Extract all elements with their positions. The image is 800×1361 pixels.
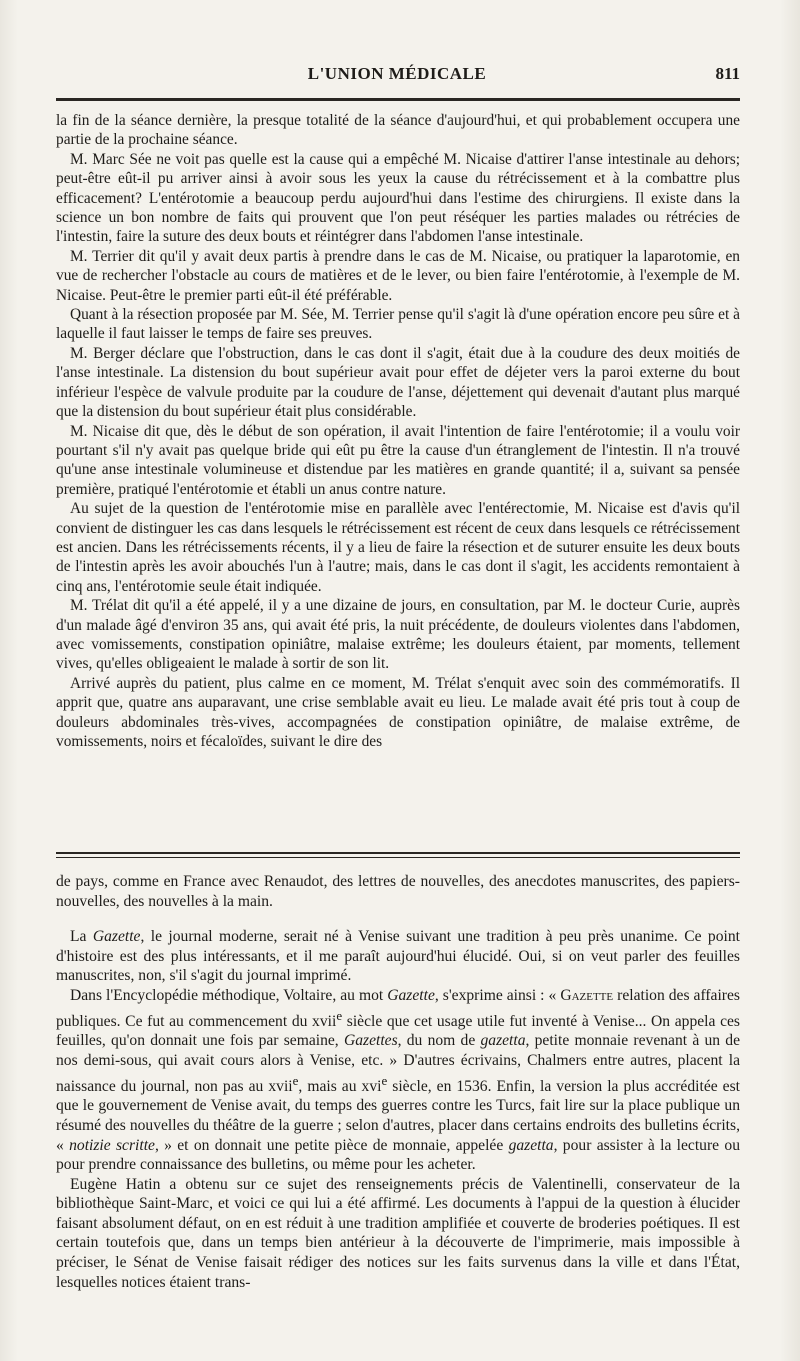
feuilleton-paragraph [56,986,740,1175]
text-run: relation des affaires publiques. Ce fut au commencement du xvii [56,986,740,1030]
page-number: 811 [715,64,740,83]
article-paragraph: M. Berger déclare que l'obstruction, dans le cas dont il s'agit, était due à la coudure des deux moitiés de l'anse intestinale. La distension du bout supérieur avait pour effet de déjeter vers la paroi externe du bout inférieur l'espèce de valvule produite par la coudure de l'anse, déjettement qui devenait d'autant plus marqué que la distension du bout supérieur était plus considérable. [56,344,740,421]
article-paragraph: Au sujet de la question de l'entérotomie mise en parallèle avec l'entérectomie, M. Nicaise est d'avis qu'il convient de distinguer les cas dans lesquels le rétrécissement est récent de ceux dans lesquels ce rétrécissement est ancien. Dans les rétrécissements récents, il y a lieu de faire la résection et de suturer ensuite les deux bouts de l'intestin après les avoir abouchés l'un à l'autre; mais, dans le cas dont il s'agit, les accidents remontaient à cinq ans, l'entérotomie seule était indiquée. [56,500,740,595]
article-paragraph: M. Nicaise dit que, dès le début de son opération, il avait l'intention de faire l'entérotomie; il a voulu voir pourtant s'il n'y avait pas quelque bride qui eût pu être la cause d'un étranglement de l'intestin. Il n'a trouvé qu'une anse intestinale volumineuse et distendue par les matières en grande quantité; il a, suivant sa pensée première, pratiqué l'entérotomie et établi un anus contre nature. [56,422,740,498]
article-paragraph: Quant à la résection proposée par M. Sée, M. Terrier pense qu'il s'agit là d'une opération encore peu sûre et à laquelle il faut laisser le temps de faire ses preuves. [56,306,740,343]
feuilleton-paragraph [56,927,740,986]
text-run: , du nom de [397,1032,481,1050]
italic-term: gazetta [508,1136,554,1154]
text-run: , le journal moderne, serait né à Venise suivant une tradition à peu près unanime. Ce point d'histoire est des plus intéressants, et il me paraît aujourd'hui élucidé. Oui, si on veut parler des feuilles manuscrites, non, s'il s'agit du journal imprimé. [56,928,740,985]
text-run: siècle que cet usage utile fut inventé à Venise... On appela ces feuilles, qu'on donnait une fois par semaine, [56,1012,740,1050]
running-title: L'UNION MÉDICALE [307,64,487,83]
feuilleton-separator-rule [56,852,740,858]
superscript: e [336,1007,343,1023]
text-run: , s'exprime ainsi : « [434,986,561,1004]
text-run: , mais au xvi [298,1077,382,1095]
small-caps-term: Gazette [560,986,614,1004]
superscript: e [292,1072,299,1088]
article-paragraph: la fin de la séance dernière, la presque totalité de la séance d'aujourd'hui, et qui probablement occupera une partie de la prochaine séance. [56,112,740,149]
feuilleton-paragraph: de pays, comme en France avec Renaudot, des lettres de nouvelles, des anecdotes manuscrites, des papiers-nouvelles, des nouvelles à la main. [56,873,740,910]
italic-term: Gazette [387,986,435,1004]
article-body [56,111,740,751]
text-run: siècle, en 1536. Enfin, la version la plus accréditée est que le gouvernement de Venise avait, du temps des guerres contre les Turcs, fait lire sur la place publique un résumé des nouvelles du théâtre de la guerre ; selon d'autres, placer dans certains endroits des bulletins écrits, « [56,1077,740,1154]
text-run: La [70,928,93,946]
text-run: , petite monnaie revenant à un de nos demi-sous, qui avait cours alors à Venise, etc. » D'autres écrivains, Chalmers entre autres, placent la naissance du journal, non pas au xvii [56,1032,740,1095]
feuilleton-paragraph: Eugène Hatin a obtenu sur ce sujet des renseignements précis de Valentinelli, conservateur de la bibliothèque Saint-Marc, et voici ce qui lui a été affirmé. Les documents à l'appui de la question à élucider faisant absolument défaut, on en est réduit à une tradition amplifiée et couverte de broderies poétiques. Il est certain toutefois que, dans un temps bien antérieur à la découverte de l'imprimerie, mais impossible à préciser, le Sénat de Venise faisait rédiger des notices sur les faits survenus dans la ville et dans l'État, lesquelles notices étaient trans- [56,1175,740,1291]
italic-term: gazetta [480,1032,526,1050]
article-paragraph: M. Terrier dit qu'il y avait deux partis à prendre dans le cas de M. Nicaise, ou pratiquer la laparotomie, en vue de rechercher l'obstacle au cours de matières et de le lever, ou bien faire l'entérotomie, à l'exemple de M. Nicaise. Peut-être le premier parti eût-il été préférable. [56,247,740,304]
text-run: , » et on donnait une petite pièce de monnaie, appelée [154,1136,509,1154]
article-paragraph: M. Trélat dit qu'il a été appelé, il y a une dizaine de jours, en consultation, par M. le docteur Curie, auprès d'un malade âgé d'environ 35 ans, qui avait été pris, la nuit précédente, de douleurs violentes dans l'abdomen, avec vomissements, constipation opiniâtre, malaise extrême; les douleurs étaient, par moments, tellement vives, qu'elles obligeaient le malade à sortir de son lit. [56,597,740,673]
text-run: , pour assister à la lecture ou pour prendre connaissance des bulletins, ou même pour les acheter. [56,1136,740,1174]
header-rule [56,98,740,101]
page-header [54,64,740,88]
italic-term: notizie scritte [69,1136,155,1154]
italic-term: Gazette [92,928,141,946]
superscript: e [381,1072,388,1088]
article-paragraph: M. Marc Sée ne voit pas quelle est la cause qui a empêché M. Nicaise d'attirer l'anse intestinale au dehors; peut-être eût-il pu arriver ainsi à avoir sous les yeux la cause du rétrécissement et à la combattre plus efficacement? L'entérotomie a beaucoup perdu aujourd'hui dans l'estime des chirurgiens. Il existe dans la science un bon nombre de faits qui prouvent que l'on peut réséquer les parties malades ou rétrécies de l'intestin, faire la suture des deux bouts et réintégrer dans l'abdomen l'anse intestinale. [56,150,740,246]
italic-term: Gazettes [343,1032,398,1050]
feuilleton-body [56,872,740,1292]
text-run: Dans l'Encyclopédie méthodique, Voltaire, au mot [70,986,388,1004]
article-paragraph: Arrivé auprès du patient, plus calme en ce moment, M. Trélat s'enquit avec soin des commémoratifs. Il apprit que, quatre ans auparavant, une crise semblable avait eu lieu. Le malade avait été pris tout à coup de douleurs abdominales très-vives, accompagnées de constipation opiniâtre, de malaise extrême, de vomissements, noirs et fécaloïdes, suivant le dire des [56,674,740,750]
